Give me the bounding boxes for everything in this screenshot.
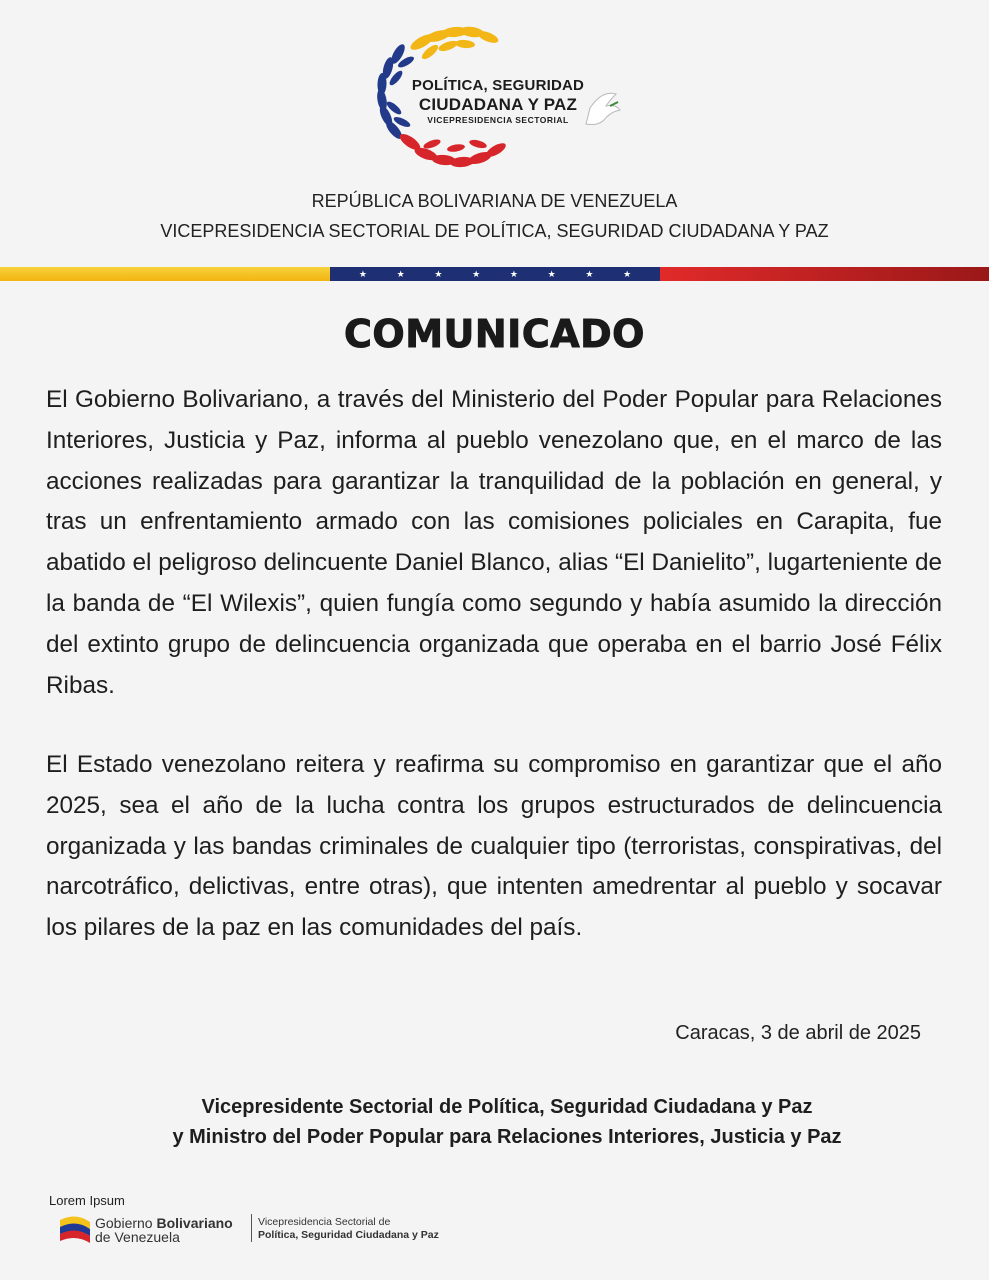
header-republic: REPÚBLICA BOLIVARIANA DE VENEZUELA [311,191,678,211]
body-paragraph-1: El Gobierno Bolivariano, a través del Ministerio del Poder Popular para Relaciones Interiores, Justicia y Paz, informa al pueblo venezolano que, en el marco de las acciones realizadas para garantizar la tranquilidad de la población en general, y tras un enfrentamiento armado con las comisiones policiales en Carapita, fue abatido el peligroso delincuente Daniel Blanco, alias “El Danielito”, lugarteniente de la banda de “El Wilexis”, quien fungía como segundo y había asumido la dirección del extinto grupo de delincuencia organizada que operaba en el barrio José Félix Ribas. [46,386,942,699]
footer-divider [251,1214,252,1242]
gob-line-2: de Venezuela [95,1229,180,1245]
logo-line-3: VICEPRESIDENCIA SECTORIAL [427,115,569,125]
logo-line-2: CIUDADANA Y PAZ [418,95,578,114]
vps-line-2: Política, Seguridad Ciudadana y Paz [258,1229,439,1241]
star-icon: ★ [358,268,367,279]
footer-gobierno [95,1216,233,1244]
logo-wordmark [408,78,588,125]
footer-lorem: Lorem Ipsum [49,1193,125,1208]
tricolor-band [0,267,989,281]
date-line: Caracas, 3 de abril de 2025 [675,1022,921,1044]
footer-vicepresidency [258,1216,439,1242]
star-icon: ★ [434,268,443,279]
body-paragraph-2: El Estado venezolano reitera y reafirma su compromiso en garantizar que el año 2025, sea el año de la lucha contra los grupos estructurados de delincuencia organizada y las bandas criminales de cualquier tipo (terroristas, conspirativas, del narcotráfico, delictivas, entre otras), que intenten amedrentar al pueblo y socavar los pilares de la paz en las comunidades del país. [46,751,942,942]
gob-bold: Bolivariano [156,1215,233,1231]
band-blue [330,267,660,281]
star-icon: ★ [396,268,405,279]
venezuela-flag-icon [58,1214,92,1246]
signature-line-2: y Ministro del Poder Popular para Relaciones Interiores, Justicia y Paz [172,1126,842,1148]
logo-line-1: POLÍTICA, SEGURIDAD [411,77,585,94]
band-red [660,267,989,281]
ministry-logo [360,22,640,182]
star-icon: ★ [547,268,556,279]
star-icon: ★ [623,268,632,279]
document-title: COMUNICADO [344,312,645,356]
vps-line-1: Vicepresidencia Sectorial de [258,1216,391,1228]
dove-icon [586,93,620,124]
star-icon: ★ [472,268,481,279]
star-icon: ★ [509,268,518,279]
header-vicepresidency: VICEPRESIDENCIA SECTORIAL DE POLÍTICA, SEGURIDAD CIUDADANA Y PAZ [160,221,829,241]
band-yellow [0,267,330,281]
gob-prefix: Gobierno [95,1215,157,1231]
star-icon: ★ [585,268,594,279]
signature-line-1: Vicepresidente Sectorial de Política, Seguridad Ciudadana y Paz [201,1096,813,1118]
